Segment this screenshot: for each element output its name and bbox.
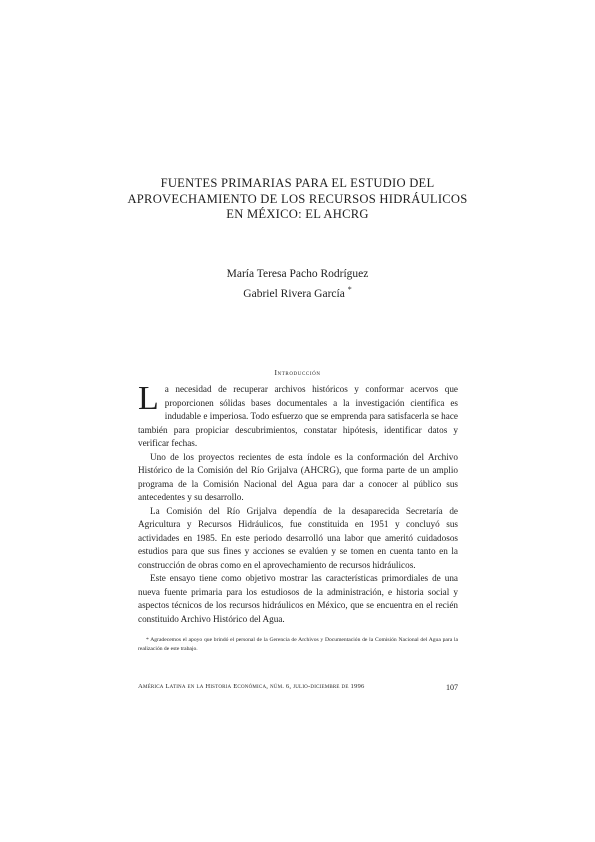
footnote-text: * Agradecemos el apoyo que brindó el personal de la Gerencia de Archivos y Documentación de la Comisión Nacional del Agua para la realización de este trabajo. <box>138 637 458 652</box>
author-footnote-mark: * <box>347 285 352 294</box>
title-line-2: APROVECHAMIENTO DE LOS RECURSOS HIDRÁULICOS <box>127 191 468 206</box>
drop-cap: L <box>138 380 159 417</box>
footnote <box>138 636 458 653</box>
paragraph-1-text: a necesidad de recuperar archivos históricos y conformar acervos que proporcionen sólidas bases documentales a la investigación científica es indudable e imperiosa. Todo esfuerzo que se emprenda para satisfacerla se hace también para propiciar descubrimientos, constatar hipótesis, identificar datos y verificar fechas. <box>138 384 458 448</box>
paragraph-3: La Comisión del Río Grijalva dependía de la desaparecida Secretaría de Agricultura y Recursos Hidráulicos, fue constituida en 1951 y concluyó sus actividades en 1985. En este periodo desarrolló una labor que ameritó cuidadosos estudios para que sus fines y acciones se evalúen y se tomen en cuenta tanto en la construcción de obras como en el aprovechamiento de recursos hidráulicos. <box>138 505 458 570</box>
paragraph-4: Este ensayo tiene como objetivo mostrar las características primordiales de una nueva fuente primaria para los estudiosos de la administración, e historia social y aspectos técnicos de los recursos hidráulicos en México, que se encuentra en el recién constituido Archivo Histórico del Agua. <box>138 573 458 624</box>
author-2-line <box>0 282 595 302</box>
title-line-3: EN MÉXICO: EL AHCRG <box>226 207 369 221</box>
paragraph-1 <box>138 380 458 451</box>
body-text <box>138 380 458 626</box>
paragraph-2: Uno de los proyectos recientes de esta índole es la conformación del Archivo Histórico de la Comisión del Río Grijalva (AHCRG), que forma parte de un amplio programa de la Comisión Nacional del Agua para dar a conocer al público sus antecedentes y su desarrollo. <box>138 451 458 502</box>
author-block <box>0 266 595 302</box>
author-2: Gabriel Rivera García <box>243 287 345 300</box>
section-heading: Introducción <box>274 368 321 377</box>
article-title <box>0 176 595 223</box>
author-1: María Teresa Pacho Rodríguez <box>226 268 369 280</box>
journal-citation: América Latina en la Historia Económica, núm. 6, julio-diciembre de 1996 <box>138 683 365 690</box>
page-footer <box>138 683 458 692</box>
page-number: 107 <box>446 683 458 692</box>
title-line-1: FUENTES PRIMARIAS PARA EL ESTUDIO DEL <box>160 176 435 190</box>
